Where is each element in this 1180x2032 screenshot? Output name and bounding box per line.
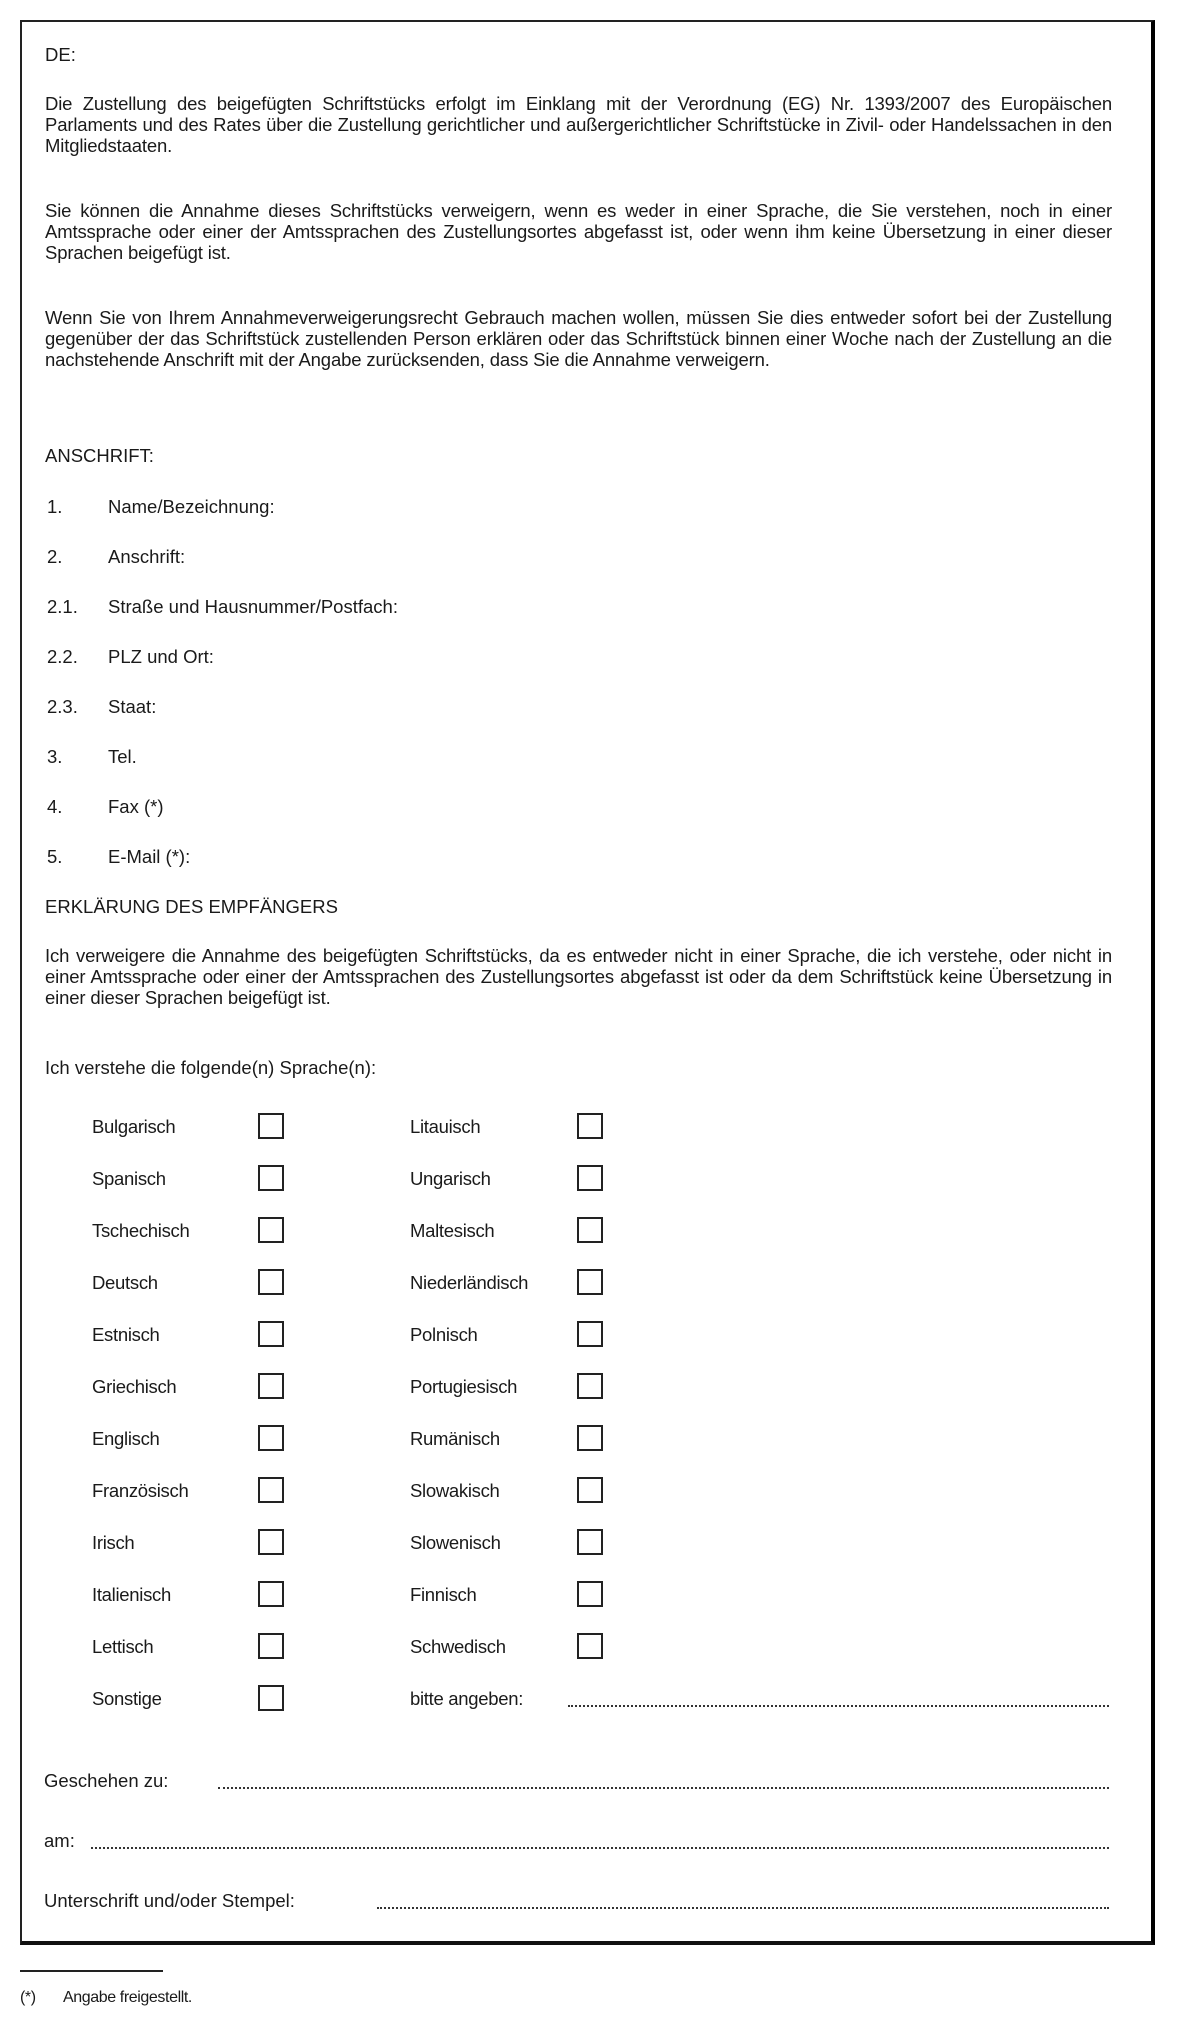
checkbox-englisch[interactable] bbox=[258, 1425, 284, 1451]
checkbox-niederlaendisch[interactable] bbox=[577, 1269, 603, 1295]
address-item-number: 2.2. bbox=[47, 646, 78, 667]
address-item-number: 1. bbox=[47, 496, 63, 517]
checkbox-franzoesisch[interactable] bbox=[258, 1477, 284, 1503]
language-label-portugiesisch: Portugiesisch bbox=[410, 1376, 518, 1397]
language-label-irisch: Irisch bbox=[92, 1532, 135, 1553]
checkbox-polnisch[interactable] bbox=[577, 1321, 603, 1347]
language-label-maltesisch: Maltesisch bbox=[410, 1220, 495, 1241]
checkbox-spanisch[interactable] bbox=[258, 1165, 284, 1191]
checkbox-rumaenisch[interactable] bbox=[577, 1425, 603, 1451]
language-label-niederlaendisch: Niederländisch bbox=[410, 1272, 529, 1293]
address-item-number: 2.3. bbox=[47, 696, 78, 717]
language-label-slowakisch: Slowakisch bbox=[410, 1480, 500, 1501]
language-label-finnisch: Finnisch bbox=[410, 1584, 477, 1605]
checkbox-portugiesisch[interactable] bbox=[577, 1373, 603, 1399]
declaration-heading: ERKLÄRUNG DES EMPFÄNGERS bbox=[45, 896, 338, 917]
address-item-fax: Fax (*) bbox=[108, 796, 164, 817]
address-item-number: 2.1. bbox=[47, 596, 78, 617]
address-item-postcode: PLZ und Ort: bbox=[108, 646, 214, 667]
checkbox-irisch[interactable] bbox=[258, 1529, 284, 1555]
checkbox-griechisch[interactable] bbox=[258, 1373, 284, 1399]
language-label-griechisch: Griechisch bbox=[92, 1376, 177, 1397]
language-label-tschechisch: Tschechisch bbox=[92, 1220, 190, 1241]
address-item-number: 5. bbox=[47, 846, 63, 867]
signature-input-line[interactable] bbox=[377, 1905, 1109, 1909]
languages-intro: Ich verstehe die folgende(n) Sprache(n): bbox=[45, 1057, 377, 1078]
checkbox-tschechisch[interactable] bbox=[258, 1217, 284, 1243]
checkbox-italienisch[interactable] bbox=[258, 1581, 284, 1607]
language-label-polnisch: Polnisch bbox=[410, 1324, 478, 1345]
checkbox-finnisch[interactable] bbox=[577, 1581, 603, 1607]
language-label-deutsch: Deutsch bbox=[92, 1272, 158, 1293]
checkbox-estnisch[interactable] bbox=[258, 1321, 284, 1347]
form-header: DE: bbox=[45, 44, 76, 65]
footnote-marker: (*) bbox=[20, 1989, 36, 2006]
address-item-address: Anschrift: bbox=[108, 546, 186, 567]
language-label-slowenisch: Slowenisch bbox=[410, 1532, 501, 1553]
language-label-ungarisch: Ungarisch bbox=[410, 1168, 491, 1189]
address-item-name: Name/Bezeichnung: bbox=[108, 496, 275, 517]
language-label-rumaenisch: Rumänisch bbox=[410, 1428, 500, 1449]
language-label-estnisch: Estnisch bbox=[92, 1324, 160, 1345]
address-item-number: 3. bbox=[47, 746, 63, 767]
address-item-number: 4. bbox=[47, 796, 63, 817]
language-label-italienisch: Italienisch bbox=[92, 1584, 171, 1605]
checkbox-litauisch[interactable] bbox=[577, 1113, 603, 1139]
address-item-email: E-Mail (*): bbox=[108, 846, 191, 867]
checkbox-sonstige[interactable] bbox=[258, 1685, 284, 1711]
language-label-lettisch: Lettisch bbox=[92, 1636, 154, 1657]
intro-paragraph: Die Zustellung des beigefügten Schriftstücks erfolgt im Einklang mit der Verordnung (EG) Nr. 1393/2007 des Europäischen Parlaments und des Rates über die Zustellung gerichtlicher und außergerichtlicher Schriftstücke in Zivil- oder Handelssachen in den Mitgliedstaaten. bbox=[45, 93, 1112, 156]
checkbox-deutsch[interactable] bbox=[258, 1269, 284, 1295]
checkbox-bulgarisch[interactable] bbox=[258, 1113, 284, 1139]
language-label-franzoesisch: Französisch bbox=[92, 1480, 189, 1501]
address-item-street: Straße und Hausnummer/Postfach: bbox=[108, 596, 398, 617]
language-label-sonstige: Sonstige bbox=[92, 1688, 162, 1709]
declaration-text: Ich verweigere die Annahme des beigefügten Schriftstücks, da es entweder nicht in einer Sprache, die ich verstehe, oder nicht in einer Amtssprache oder einer der Amtssprachen des Zustellungsortes abgefasst ist oder da dem Schriftstück keine Übersetzung in einer dieser Sprachen beigefügt ist. bbox=[45, 945, 1112, 1008]
checkbox-ungarisch[interactable] bbox=[577, 1165, 603, 1191]
address-item-number: 2. bbox=[47, 546, 63, 567]
language-label-schwedisch: Schwedisch bbox=[410, 1636, 506, 1657]
address-item-country: Staat: bbox=[108, 696, 157, 717]
other-language-input-line[interactable] bbox=[568, 1703, 1109, 1707]
refusal-info-paragraph: Sie können die Annahme dieses Schriftstücks verweigern, wenn es weder in einer Sprache, die Sie verstehen, noch in einer Amtssprache oder einer der Amtssprachen des Zustellungsortes abgefasst ist, oder wenn ihm keine Übersetzung in einer dieser Sprachen beigefügt ist. bbox=[45, 200, 1112, 263]
date-label: am: bbox=[44, 1830, 75, 1851]
footnote-text: Angabe freigestellt. bbox=[63, 1989, 192, 2006]
place-input-line[interactable] bbox=[218, 1785, 1109, 1789]
checkbox-slowakisch[interactable] bbox=[577, 1477, 603, 1503]
language-label-spanisch: Spanisch bbox=[92, 1168, 166, 1189]
checkbox-maltesisch[interactable] bbox=[577, 1217, 603, 1243]
checkbox-slowenisch[interactable] bbox=[577, 1529, 603, 1555]
language-label-bulgarisch: Bulgarisch bbox=[92, 1116, 176, 1137]
language-label-litauisch: Litauisch bbox=[410, 1116, 481, 1137]
address-item-phone: Tel. bbox=[108, 746, 137, 767]
refusal-procedure-paragraph: Wenn Sie von Ihrem Annahmeverweigerungsrecht Gebrauch machen wollen, müssen Sie dies entweder sofort bei der Zustellung gegenüber der das Schriftstück zustellenden Person erklären oder das Schriftstück binnen einer Woche nach der Zustellung an die nachstehende Anschrift mit der Angabe zurücksenden, dass Sie die Annahme verweigern. bbox=[45, 307, 1112, 370]
checkbox-lettisch[interactable] bbox=[258, 1633, 284, 1659]
place-label: Geschehen zu: bbox=[44, 1770, 169, 1791]
signature-label: Unterschrift und/oder Stempel: bbox=[44, 1890, 295, 1911]
checkbox-schwedisch[interactable] bbox=[577, 1633, 603, 1659]
footnote-divider bbox=[20, 1970, 163, 1972]
address-heading: ANSCHRIFT: bbox=[45, 445, 154, 466]
date-input-line[interactable] bbox=[91, 1845, 1109, 1849]
language-label-englisch: Englisch bbox=[92, 1428, 160, 1449]
other-language-label: bitte angeben: bbox=[410, 1688, 524, 1709]
